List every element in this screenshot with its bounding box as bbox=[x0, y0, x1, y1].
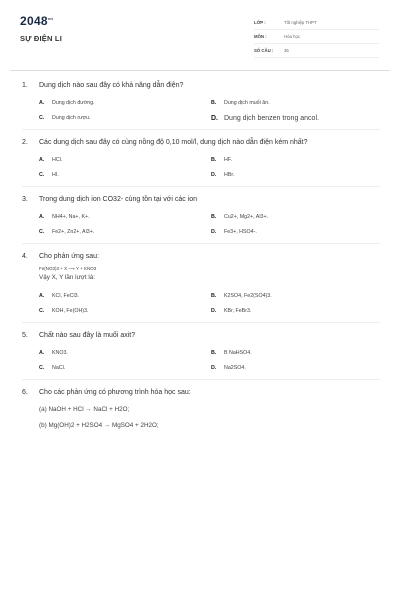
option-a[interactable]: A. HCl. bbox=[39, 157, 63, 163]
question-5 bbox=[22, 330, 380, 380]
option-a[interactable]: A. KCl, FeCl3. bbox=[39, 293, 80, 299]
page-title: SỰ ĐIỆN LI bbox=[20, 34, 62, 43]
option-d[interactable]: D. KBr, FeBr3. bbox=[211, 308, 252, 314]
reaction-line-a: (a) NaOH + HCl → NaCl + H2O; bbox=[39, 406, 130, 413]
question-text: Cho các phản ứng có phương trình hóa học sau: bbox=[39, 389, 191, 396]
question-number: 2. bbox=[22, 139, 28, 146]
option-b[interactable]: B. HF. bbox=[211, 157, 232, 163]
option-a[interactable]: A. Dung dịch đường. bbox=[39, 100, 95, 106]
option-d[interactable]: D. HBr. bbox=[211, 172, 235, 178]
question-text: Trong dung dịch ion CO32- cùng tồn tại với các ion bbox=[39, 196, 198, 203]
option-b[interactable]: B. B NaHSO4. bbox=[211, 350, 252, 356]
question-number: 1. bbox=[22, 82, 28, 89]
question-text: Chất nào sau đây là muối axit? bbox=[39, 332, 136, 339]
question-number: 5. bbox=[22, 332, 28, 339]
logo-suffix: vn bbox=[47, 16, 54, 21]
option-c[interactable]: C. Dung dịch rượu. bbox=[39, 115, 91, 121]
meta-info bbox=[254, 16, 379, 58]
option-c[interactable]: C. NaCl. bbox=[39, 365, 66, 371]
question-6 bbox=[22, 387, 380, 436]
reaction-line-b: (b) Mg(OH)2 + H2SO4 → MgSO4 + 2H2O; bbox=[39, 422, 159, 429]
question-4 bbox=[22, 251, 380, 323]
question-3 bbox=[22, 194, 380, 244]
site-logo[interactable]: $2048^{vn}$ bbox=[20, 14, 54, 28]
question-1 bbox=[22, 80, 380, 130]
meta-row-count: SỐ CÂU : 36 bbox=[254, 44, 379, 58]
question-text: Dung dịch nào sau đây có khả năng dẫn điện? bbox=[39, 82, 184, 89]
option-d[interactable]: D. Dung dịch benzen trong ancol. bbox=[211, 115, 319, 122]
option-a[interactable]: A. NH4+, Na+, K+. bbox=[39, 214, 90, 220]
question-text: Cho phản ứng sau: bbox=[39, 253, 99, 260]
question-number: 6. bbox=[22, 389, 28, 396]
question-list bbox=[22, 76, 380, 443]
option-d[interactable]: D. Na2SO4. bbox=[211, 365, 246, 371]
option-d[interactable]: D. Fe3+, HSO4-. bbox=[211, 229, 257, 235]
option-b[interactable]: B. K2SO4, Fe2(SO4)3. bbox=[211, 293, 272, 299]
meta-row-subject: MÔN : Hóa học bbox=[254, 30, 379, 44]
question-number: 3. bbox=[22, 196, 28, 203]
question-prompt: Vậy X, Y lần lượt là: bbox=[39, 274, 96, 281]
reaction-formula: Fe(NO3)3 + X ⟶ Y + KNO3 bbox=[39, 266, 97, 271]
question-text: Các dung dịch sau đây có cùng nồng độ 0,10 mol/l, dung dịch nào dẫn điện kém nhất? bbox=[39, 139, 308, 146]
question-2 bbox=[22, 137, 380, 187]
option-b[interactable]: B. Cu2+, Mg2+, Al3+. bbox=[211, 214, 269, 220]
option-c[interactable]: C. KOH, Fe(OH)3. bbox=[39, 308, 89, 314]
option-a[interactable]: A. KNO3. bbox=[39, 350, 68, 356]
header-divider bbox=[10, 70, 390, 71]
meta-row-class: LỚP : Tốt nghiệp THPT bbox=[254, 16, 379, 30]
option-c[interactable]: C. HI. bbox=[39, 172, 59, 178]
question-number: 4. bbox=[22, 253, 28, 260]
page-header bbox=[0, 0, 400, 70]
option-c[interactable]: C. Fe2+, Zn2+, Al3+. bbox=[39, 229, 95, 235]
option-b[interactable]: B. Dung dịch muối ăn. bbox=[211, 100, 270, 106]
